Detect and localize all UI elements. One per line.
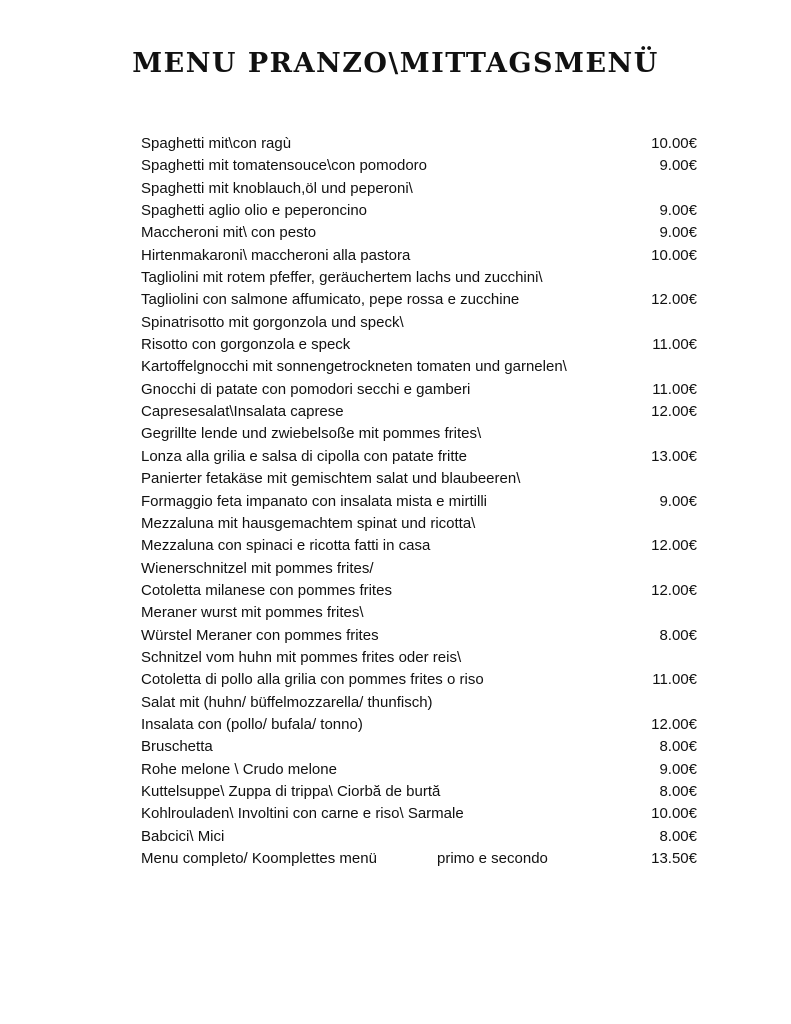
menu-item [141,491,701,513]
menu-item-name: Spinatrisotto mit gorgonzola und speck\ [141,313,404,331]
menu-item [141,289,701,311]
menu-item-name: Gegrillte lende und zwiebelsoße mit pommes frites\ [141,425,482,443]
menu-item [141,781,701,803]
menu-item-price: 12.00€ [651,291,697,309]
menu-item [141,625,701,647]
menu-item-name: Kartoffelgnocchi mit sonnengetrockneten tomaten und garnelen\ [141,358,567,376]
menu-item-price: 12.00€ [651,715,697,733]
menu-item [141,759,701,781]
menu-item-price: 12.00€ [651,581,697,599]
menu-item-price: 11.00€ [652,336,697,354]
menu-item-name: Kohlrouladen\ Involtini con carne e riso\ Sarmale [141,805,464,823]
menu-item [141,558,701,580]
menu-list [141,133,701,870]
menu-item [141,312,701,334]
menu-item-name: Rohe melone \ Crudo melone [141,760,337,778]
menu-item [141,535,701,557]
menu-item-price: 9.00€ [659,760,697,778]
menu-item-price: 13.00€ [651,447,697,465]
menu-item-name: Insalata con (pollo/ bufala/ tonno) [141,715,363,733]
menu-item [141,736,701,758]
menu-item-price: 10.00€ [651,246,697,264]
menu-item-name: Mezzaluna con spinaci e ricotta fatti in casa [141,537,431,555]
menu-item [141,803,701,825]
menu-item-price: 9.00€ [659,157,697,175]
menu-item-name: Salat mit (huhn/ büffelmozzarella/ thunfisch) [141,693,433,711]
menu-item-name: Tagliolini con salmone affumicato, pepe rossa e zucchine [141,291,520,309]
menu-item-name: Spaghetti mit knoblauch,öl und peperoni\ [141,179,413,197]
menu-item [141,133,701,155]
menu-item-name: Risotto con gorgonzola e speck [141,336,351,354]
menu-item-price: 11.00€ [652,380,697,398]
menu-item-name: Spaghetti mit\con ragù [141,135,292,152]
menu-item-name: Panierter fetakäse mit gemischtem salat und blaubeeren\ [141,470,521,488]
menu-item-price: 9.00€ [659,224,697,242]
menu-item [141,379,701,401]
menu-item-price: 12.00€ [651,537,697,555]
menu-item-name: Formaggio feta impanato con insalata mista e mirtilli [141,492,487,510]
menu-item [141,602,701,624]
menu-item-name: Würstel Meraner con pommes frites [141,626,379,644]
menu-item [141,245,701,267]
menu-item [141,356,701,378]
menu-item-name: Cotoletta di pollo alla grilia con pommes frites o riso [141,671,484,689]
menu-item-name: Schnitzel vom huhn mit pommes frites oder reis\ [141,648,462,666]
menu-item-price: 9.00€ [659,492,697,510]
menu-item-price: 10.00€ [651,135,697,152]
menu-item [141,267,701,289]
menu-item [141,401,701,423]
menu-item-price: 9.00€ [659,202,697,220]
menu-item [141,513,701,535]
menu-item-name: Spaghetti mit tomatensouce\con pomodoro [141,157,428,175]
menu-item-price: 8.00€ [659,827,697,845]
menu-item-price: 12.00€ [651,403,697,421]
menu-item [141,446,701,468]
menu-item-name: Capresesalat\Insalata caprese [141,403,344,421]
menu-item-price: 13.50€ [651,850,697,867]
menu-item [141,222,701,244]
menu-item-name: Lonza alla grilia e salsa di cipolla con patate fritte [141,447,468,465]
menu-item-name: Cotoletta milanese con pommes frites [141,581,392,599]
menu-item [141,580,701,602]
menu-item-name: Meraner wurst mit pommes frites\ [141,604,364,622]
menu-title: MENU PRANZO\MITTAGSMENÜ [132,48,659,79]
menu-item [141,826,701,848]
menu-item-name: Tagliolini mit rotem pfeffer, geräuchertem lachs und zucchini\ [141,269,543,287]
menu-item-name: Gnocchi di patate con pomodori secchi e gamberi [141,380,471,398]
menu-item-name: Wienerschnitzel mit pommes frites/ [141,559,374,577]
menu-item [141,669,701,691]
menu-item [141,468,701,490]
menu-item [141,200,701,222]
menu-item-price: 10.00€ [651,805,697,823]
menu-item [141,692,701,714]
menu-item [141,155,701,177]
menu-item-name: Hirtenmakaroni\ maccheroni alla pastora [141,246,411,264]
menu-item [141,714,701,736]
menu-item [141,334,701,356]
menu-item-price: 8.00€ [659,626,697,644]
menu-item-name: Babcici\ Mici [141,827,225,845]
menu-item [141,848,701,870]
menu-item-price: 8.00€ [659,782,697,800]
menu-item-price: 8.00€ [659,738,697,756]
menu-item-name: Mezzaluna mit hausgemachtem spinat und ricotta\ [141,514,476,532]
menu-item-name: Maccheroni mit\ con pesto [141,224,317,242]
menu-item-name: Bruschetta [141,738,213,756]
menu-item-price: 11.00€ [652,671,697,689]
menu-item-name: Kuttelsuppe\ Zuppa di trippa\ Ciorbă de burtă [141,782,441,800]
menu-item [141,647,701,669]
menu-item-name: Spaghetti aglio olio e peperoncino [141,202,368,220]
menu-item [141,423,701,445]
menu-item [141,178,701,200]
menu-item-name: Menu completo/ Koomplettes menü [141,850,377,867]
menu-item-note: primo e secondo [437,850,548,867]
